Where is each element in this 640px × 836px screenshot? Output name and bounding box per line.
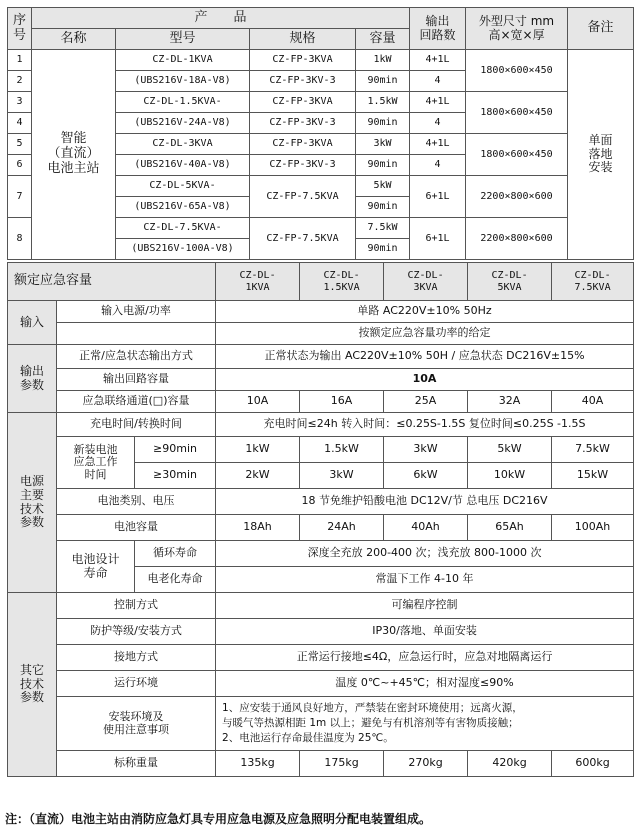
model-col-header: CZ-DL- 5KVA <box>468 263 552 301</box>
row-no: 2 <box>8 71 32 92</box>
install-remark: 单面 落地 安装 <box>568 50 634 260</box>
row-capacity: 5kW <box>356 176 410 197</box>
ge30-value: 15kW <box>552 463 634 489</box>
group-other: 其它 技术 参数 <box>8 593 57 777</box>
aging-life-label: 电老化寿命 <box>135 567 216 593</box>
row-output: 4 <box>410 71 466 92</box>
ge90-value: 5kW <box>468 437 552 463</box>
header-model: 型号 <box>116 29 250 50</box>
battery-capacity-value: 65Ah <box>468 515 552 541</box>
header-remark: 备注 <box>568 8 634 50</box>
row-dimension: 1800×600×450 <box>466 50 568 92</box>
row-dimension: 2200×800×600 <box>466 176 568 218</box>
control-value: 可编程序控制 <box>216 593 634 619</box>
output-mode-value: 正常状态为输出 AC220V±10% 50H / 应急状态 DC216V±15% <box>216 345 634 369</box>
header-spec: 规格 <box>250 29 356 50</box>
row-model: (UBS216V-65A-V8) <box>116 197 250 218</box>
model-col-header: CZ-DL- 1KVA <box>216 263 300 301</box>
ge30-value: 2kW <box>216 463 300 489</box>
environment-value: 温度 0℃~+45℃；相对湿度≤90% <box>216 671 634 697</box>
ge90-label: ≥90min <box>135 437 216 463</box>
footnote: 注：（直流）电池主站由消防应急灯具专用应急电源及应急照明分配电装置组成。 <box>5 812 432 826</box>
header-capacity: 容量 <box>356 29 410 50</box>
input-power-label: 输入电源/功率 <box>57 301 216 323</box>
row-no: 6 <box>8 155 32 176</box>
ge90-value: 3kW <box>384 437 468 463</box>
model-col-header: CZ-DL- 7.5KVA <box>552 263 634 301</box>
ge90-value: 1.5kW <box>300 437 384 463</box>
row-spec: CZ-FP-3KV-3 <box>250 71 356 92</box>
row-capacity: 90min <box>356 239 410 260</box>
row-capacity: 1kW <box>356 50 410 71</box>
battery-capacity-value: 18Ah <box>216 515 300 541</box>
model-col-header: CZ-DL- 3KVA <box>384 263 468 301</box>
ge30-value: 3kW <box>300 463 384 489</box>
weight-label: 标称重量 <box>57 751 216 777</box>
new-battery-label: 新装电池 应急工作 时间 <box>57 437 135 489</box>
row-capacity: 7.5kW <box>356 218 410 239</box>
row-spec: CZ-FP-3KVA <box>250 92 356 113</box>
group-output: 输出 参数 <box>8 345 57 413</box>
weight-value: 600kg <box>552 751 634 777</box>
row-no: 1 <box>8 50 32 71</box>
row-spec: CZ-FP-7.5KVA <box>250 218 356 260</box>
row-output: 4+1L <box>410 92 466 113</box>
weight-value: 270kg <box>384 751 468 777</box>
rated-capacity-label: 额定应急容量 <box>8 263 216 301</box>
group-input: 输入 <box>8 301 57 345</box>
cycle-life-value: 深度全充放 200-400 次；浅充放 800-1000 次 <box>216 541 634 567</box>
row-spec: CZ-FP-3KV-3 <box>250 113 356 134</box>
grounding-label: 接地方式 <box>57 645 216 671</box>
row-capacity: 90min <box>356 155 410 176</box>
table-row <box>8 50 634 71</box>
weight-value: 420kg <box>468 751 552 777</box>
ge90-value: 1kW <box>216 437 300 463</box>
model-col-header: CZ-DL- 1.5KVA <box>300 263 384 301</box>
row-output: 4 <box>410 155 466 176</box>
cycle-life-label: 循环寿命 <box>135 541 216 567</box>
row-model: CZ-DL-7.5KVA- <box>116 218 250 239</box>
emergency-channel-value: 40A <box>552 391 634 413</box>
environment-label: 运行环境 <box>57 671 216 697</box>
row-no: 4 <box>8 113 32 134</box>
row-no: 3 <box>8 92 32 113</box>
row-spec: CZ-FP-3KVA <box>250 50 356 71</box>
battery-design-life-label: 电池设计 寿命 <box>57 541 135 593</box>
row-output: 6+1L <box>410 218 466 260</box>
row-output: 4+1L <box>410 50 466 71</box>
row-model: (UBS216V-18A-V8) <box>116 71 250 92</box>
row-model: CZ-DL-1.5KVA- <box>116 92 250 113</box>
battery-capacity-label: 电池容量 <box>57 515 216 541</box>
header-product: 产 品 <box>32 8 410 29</box>
row-capacity: 90min <box>356 113 410 134</box>
control-label: 控制方式 <box>57 593 216 619</box>
battery-capacity-value: 100Ah <box>552 515 634 541</box>
row-dimension: 2200×800×600 <box>466 218 568 260</box>
install-notes-value: 1、应安装于通风良好地方，严禁装在密封环境使用；远离火源， 与暖气等热源相距 1m 以上；避免与有机溶剂等有害物质接触； 2、电池运行存命最佳温度为 25℃。 <box>216 697 634 751</box>
output-mode-label: 正常/应急状态输出方式 <box>57 345 216 369</box>
row-model: CZ-DL-1KVA <box>116 50 250 71</box>
group-power: 电源 主要 技术 参数 <box>8 413 57 593</box>
input-power-blank <box>57 323 216 345</box>
battery-capacity-value: 24Ah <box>300 515 384 541</box>
row-spec: CZ-FP-3KVA <box>250 134 356 155</box>
header-name: 名称 <box>32 29 116 50</box>
ge30-label: ≥30min <box>135 463 216 489</box>
row-capacity: 3kW <box>356 134 410 155</box>
ge30-value: 6kW <box>384 463 468 489</box>
emergency-channel-value: 10A <box>216 391 300 413</box>
emergency-channel-label: 应急联络通道(□)容量 <box>57 391 216 413</box>
row-capacity: 90min <box>356 71 410 92</box>
input-power-value: 单路 AC220V±10% 50Hz <box>216 301 634 323</box>
ge90-value: 7.5kW <box>552 437 634 463</box>
product-name: 智能 （直流） 电池主站 <box>32 50 116 260</box>
grounding-value: 正常运行接地≤4Ω，应急运行时，应急对地隔离运行 <box>216 645 634 671</box>
header-output-circuits: 输出 回路数 <box>410 8 466 50</box>
emergency-channel-value: 16A <box>300 391 384 413</box>
weight-value: 135kg <box>216 751 300 777</box>
row-capacity: 1.5kW <box>356 92 410 113</box>
row-dimension: 1800×600×450 <box>466 134 568 176</box>
header-seq: 序 号 <box>8 8 32 50</box>
battery-capacity-value: 40Ah <box>384 515 468 541</box>
row-spec: CZ-FP-7.5KVA <box>250 176 356 218</box>
weight-value: 175kg <box>300 751 384 777</box>
output-circuit-label: 输出回路容量 <box>57 369 216 391</box>
charge-time-label: 充电时间/转换时间 <box>57 413 216 437</box>
battery-type-value: 18 节免维护铅酸电池 DC12V/节 总电压 DC216V <box>216 489 634 515</box>
row-model: (UBS216V-40A-V8) <box>116 155 250 176</box>
emergency-channel-value: 32A <box>468 391 552 413</box>
install-notes-label: 安装环境及 使用注意事项 <box>57 697 216 751</box>
battery-type-label: 电池类别、电压 <box>57 489 216 515</box>
row-no: 8 <box>8 218 32 260</box>
input-power-note: 按额定应急容量功率的给定 <box>216 323 634 345</box>
row-spec: CZ-FP-3KV-3 <box>250 155 356 176</box>
protection-value: IP30/落地、单面安装 <box>216 619 634 645</box>
row-model: CZ-DL-3KVA <box>116 134 250 155</box>
row-output: 4 <box>410 113 466 134</box>
aging-life-value: 常温下工作 4-10 年 <box>216 567 634 593</box>
row-model: (UBS216V-24A-V8) <box>116 113 250 134</box>
ge30-value: 10kW <box>468 463 552 489</box>
output-circuit-value: 10A <box>216 369 634 391</box>
row-no: 5 <box>8 134 32 155</box>
row-dimension: 1800×600×450 <box>466 92 568 134</box>
protection-label: 防护等级/安装方式 <box>57 619 216 645</box>
row-no: 7 <box>8 176 32 218</box>
row-output: 6+1L <box>410 176 466 218</box>
product-table <box>7 7 634 260</box>
row-model: (UBS216V-100A-V8) <box>116 239 250 260</box>
row-model: CZ-DL-5KVA- <box>116 176 250 197</box>
row-output: 4+1L <box>410 134 466 155</box>
row-capacity: 90min <box>356 197 410 218</box>
tech-params-table <box>7 262 634 777</box>
header-dimensions: 外型尺寸 mm 高×宽×厚 <box>466 8 568 50</box>
emergency-channel-value: 25A <box>384 391 468 413</box>
charge-time-value: 充电时间≤24h 转入时间：≤0.25S-1.5S 复位时间≤0.25S -1.5S <box>216 413 634 437</box>
